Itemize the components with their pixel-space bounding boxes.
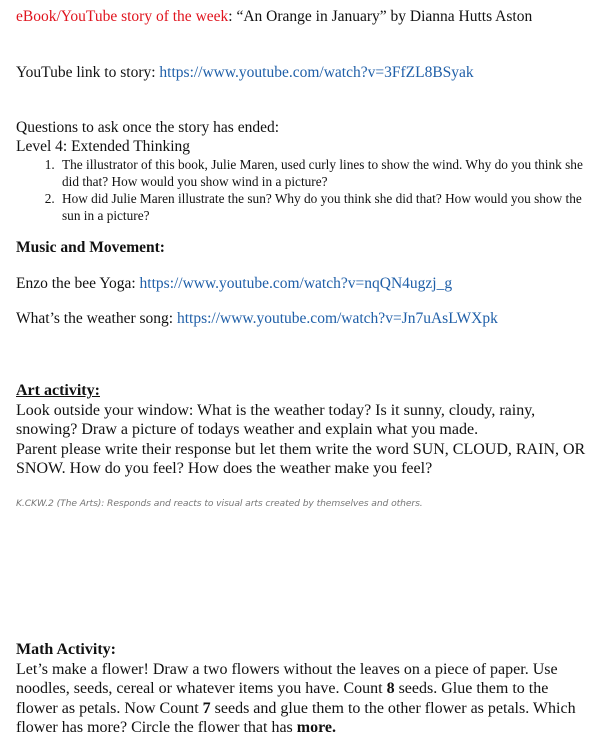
math-section <box>16 640 592 738</box>
math-body <box>16 660 592 738</box>
story-youtube-link[interactable]: https://www.youtube.com/watch?v=3FfZL8BSyak <box>159 64 474 81</box>
math-text: Let’s make a flower! Draw a two flowers without the leaves on a piece of paper. Use noodles, seeds, cereal or whatever items you have. Count <box>16 660 558 697</box>
story-label: eBook/YouTube story of the week <box>16 8 229 25</box>
math-text: seeds and glue them to the other flower as petals. Which flower has more? Circle the flower that has <box>16 699 576 736</box>
story-link-label: YouTube link to story: <box>16 64 160 81</box>
art-standard: K.CKW.2 (The Arts): Responds and reacts to visual arts created by themselves and others. <box>16 498 423 509</box>
weather-song-label: What’s the weather song: <box>16 310 177 327</box>
math-text: seeds. Glue them to the flower as petals. Now Count <box>16 680 549 717</box>
music-link-line <box>16 309 592 328</box>
questions-intro: Questions to ask once the story has ended: <box>16 119 280 136</box>
art-section <box>16 381 592 479</box>
questions-list <box>16 156 592 224</box>
enzo-yoga-link[interactable]: https://www.youtube.com/watch?v=nqQN4ugzj_g <box>139 275 453 292</box>
story-of-week <box>16 7 592 26</box>
art-heading: Art activity: <box>16 382 100 399</box>
enzo-label: Enzo the bee Yoga: <box>16 275 140 292</box>
story-link-line <box>16 63 592 82</box>
question-item: 1. The illustrator of this book, Julie Maren, used curly lines to show the wind. Why do you think she did that? How would you show wind in a picture? <box>58 156 592 190</box>
questions-section <box>16 118 592 224</box>
music-link-line <box>16 274 592 293</box>
music-heading: Music and Movement: <box>16 239 165 256</box>
art-body-parent: Parent please write their response but let them write the word SUN, CLOUD, RAIN, OR SNOW. How do you feel? How does the weather make you feel? <box>16 440 586 477</box>
weather-song-link[interactable]: https://www.youtube.com/watch?v=Jn7uAsLWXpk <box>176 310 498 327</box>
math-heading: Math Activity: <box>16 641 116 658</box>
questions-level: Level 4: Extended Thinking <box>16 138 191 155</box>
math-more: more. <box>296 719 337 736</box>
art-body: Look outside your window: What is the weather today? Is it sunny, cloudy, rainy, snowing? Draw a picture of todays weather and explain what you made. <box>16 401 536 438</box>
math-count-7: 7 <box>202 699 211 717</box>
math-count-8: 8 <box>386 680 395 697</box>
question-item: 2. How did Julie Maren illustrate the sun? Why do you think she did that? How would you show the sun in a picture? <box>58 190 592 224</box>
story-title: : “An Orange in January” by Dianna Hutts Aston <box>228 8 533 25</box>
